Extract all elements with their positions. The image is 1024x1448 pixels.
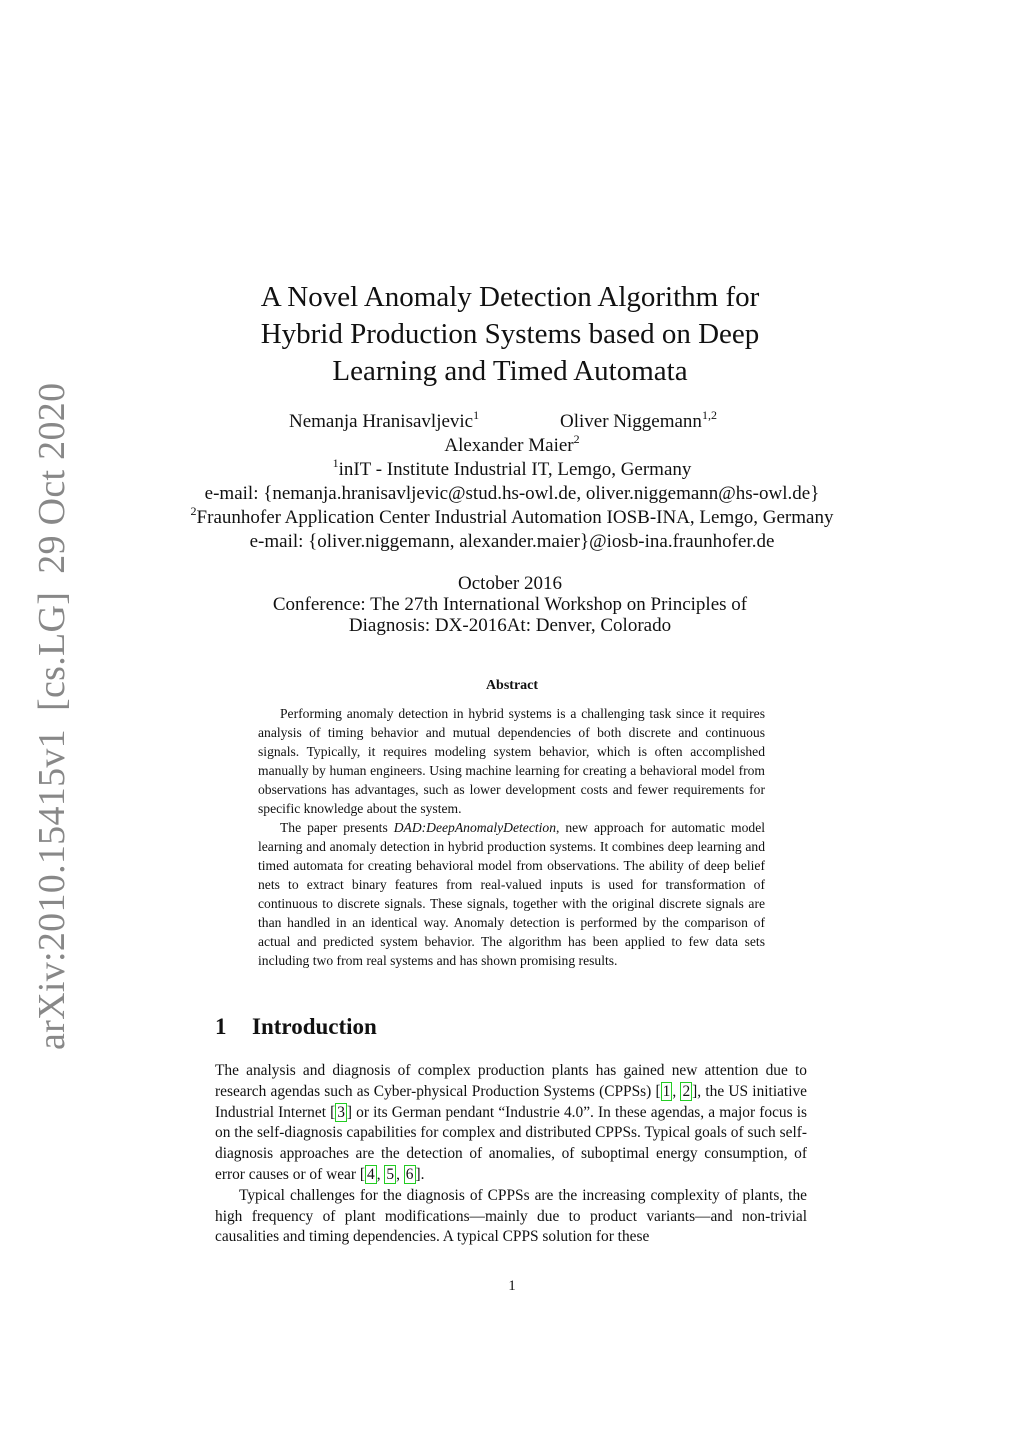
- abstract-heading: Abstract: [485, 678, 539, 693]
- conference-line: Conference: The 27th International Workshop on Principles of: [272, 594, 748, 615]
- body-paragraph: Typical challenges for the diagnosis of CPPSs are the increasing complexity of plants, the high frequency of plant modifications—mainly due to product variants—and non-trivial causalities and timing dependencies. A typical CPPS solution for these: [215, 1186, 807, 1246]
- abstract-paragraph: Performing anomaly detection in hybrid systems is a challenging task since it requires analysis of timing behavior and mutual dependencies of both discrete and continuous signals. Typically, it requires modeling system behavior, which is often accomplished manually by human engineers. Using machine learning for creating a behavioral model from observations has advantages, such as lower development costs and fewer requirements for specific knowledge about the system.: [258, 706, 765, 816]
- abstract-body: [258, 704, 765, 970]
- title-line: Learning and Timed Automata: [332, 355, 688, 387]
- paper-title: [200, 279, 820, 390]
- section-number: 1: [215, 1014, 227, 1039]
- author-maier: Alexander Maier$^2$: [444, 432, 580, 456]
- arxiv-category: [cs.LG]: [31, 591, 73, 712]
- conference-line: Diagnosis: DX-2016At: Denver, Colorado: [348, 615, 672, 636]
- title-line: Hybrid Production Systems based on Deep: [260, 318, 760, 350]
- body-paragraph: The analysis and diagnosis of complex production plants has gained new attention due to research agendas such as Cyber-physical Production Systems (CPPSs) [ 1 , 2 ], the US initiative Industrial Internet [ 3 ] or its German pendant “Industrie 4.0”. In these agendas, a major focus is on the self-diagnosis capabilities for complex and distributed CPPSs. Typical goals of such self-diagnosis approaches are the detection of anomalies, of suboptimal energy consumption, of error causes or of wear [ 4 , 5 , 6 ].: [215, 1062, 808, 1183]
- method-name: DAD:DeepAnomalyDetection: [393, 820, 557, 835]
- author-hranisavljevic: Nemanja Hranisavljevic$^1$: [289, 408, 480, 432]
- arxiv-id: arXiv:2010.15415v1: [31, 729, 73, 1050]
- affiliation-2: $^2$Fraunhofer Application Center Industrial Automation IOSB-INA, Lemgo, Germany: [190, 504, 834, 528]
- author-block: [0, 410, 1024, 554]
- citation-link[interactable]: 3: [337, 1103, 345, 1121]
- conference-date: October 2016: [458, 573, 562, 594]
- citation-link[interactable]: 2: [682, 1082, 691, 1100]
- abstract-paragraph: The paper presents DAD:DeepAnomalyDetection, new approach for automatic model learning and anomaly detection in hybrid production systems. It combines deep learning and timed automata for creating behavioral model from observations. The ability of deep belief nets to extract binary features from real-valued inputs is used for transformation of continuous to discrete signals. These signals, together with the original discrete signals are than handled in an identical way. Anomaly detection is performed by the comparison of actual and predicted system behavior. The algorithm has been applied to few data sets including two from real systems and has shown promising results.: [258, 820, 766, 968]
- affiliation-1: $^1$inIT - Institute Industrial IT, Lemgo, Germany: [332, 456, 692, 480]
- section-heading: [215, 1014, 377, 1040]
- email-1: e-mail: {nemanja.hranisavljevic@stud.hs-owl.de, oliver.niggemann@hs-owl.de}: [204, 483, 820, 504]
- citation-link[interactable]: 6: [405, 1165, 414, 1183]
- conference-info: [200, 573, 820, 636]
- author-niggemann: Oliver Niggemann$^{1,2}$: [560, 408, 717, 432]
- page-number: 1: [508, 1278, 516, 1294]
- citation-link[interactable]: 5: [386, 1165, 395, 1183]
- citation-link[interactable]: 1: [662, 1082, 671, 1100]
- email-2: e-mail: {oliver.niggemann, alexander.maier}@iosb-ina.fraunhofer.de: [249, 531, 775, 552]
- introduction-body: [215, 1061, 807, 1248]
- section-title: Introduction: [252, 1014, 377, 1039]
- citation-link[interactable]: 4: [366, 1165, 375, 1183]
- arxiv-date: 29 Oct 2020: [31, 382, 73, 574]
- title-line: A Novel Anomaly Detection Algorithm for: [260, 281, 760, 313]
